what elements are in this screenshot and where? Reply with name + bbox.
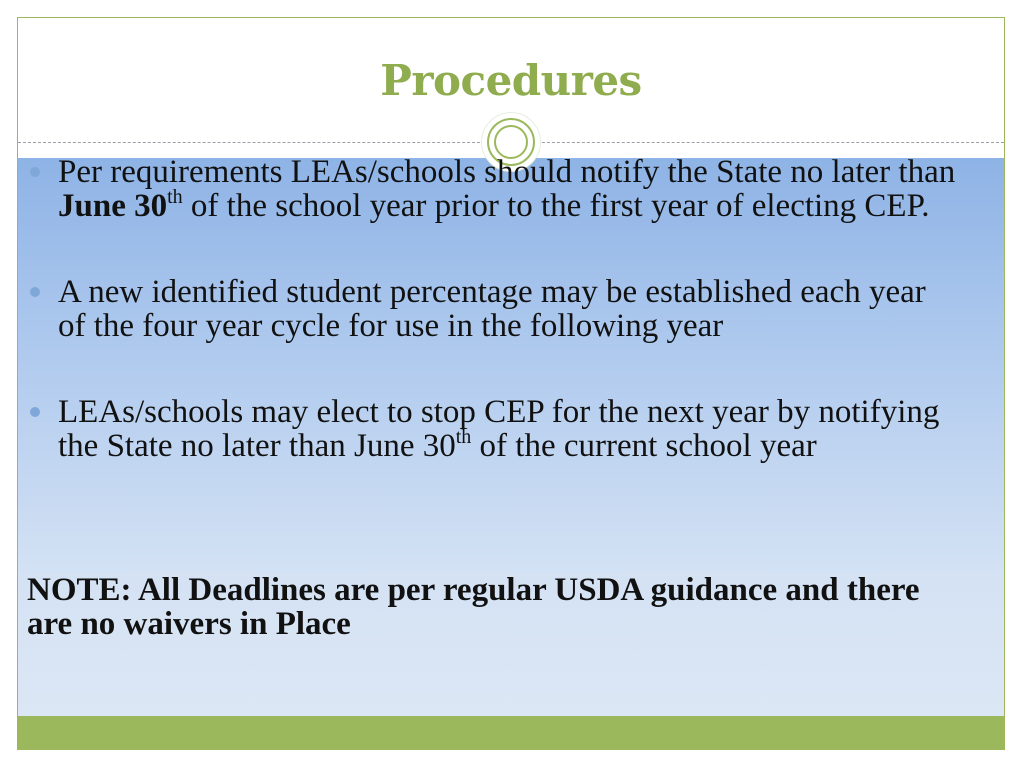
bullet-text: A new identified student percentage may be established each year of the four year cycle for use in the following year	[58, 274, 926, 344]
footer-bar	[18, 716, 1004, 750]
bullet-item-notify-state	[27, 155, 957, 223]
bullet-text-continued: of the school year prior to the first year of electing CEP.	[182, 188, 930, 224]
bullet-item-stop-cep	[27, 395, 957, 463]
slide-title: Procedures	[380, 56, 642, 105]
bullet-superscript: th	[455, 426, 472, 448]
bullet-dot-icon	[30, 407, 40, 417]
bullet-bold-date: June 30	[58, 188, 168, 224]
bullet-text: LEAs/schools may elect to stop CEP for the next year by notifying the State no later than June 30	[58, 394, 940, 464]
bullet-dot-icon	[30, 167, 40, 177]
bullet-superscript: th	[167, 186, 183, 208]
bullet-item-new-isp	[27, 275, 957, 343]
bullet-text: Per requirements LEAs/schools should notify the State no later than	[58, 154, 956, 190]
bullet-dot-icon	[30, 287, 40, 297]
bullet-text-continued: of the current school year	[471, 428, 817, 464]
bullet-list	[27, 155, 957, 463]
note-text: NOTE: All Deadlines are per regular USDA guidance and there are no waivers in Place	[27, 572, 920, 642]
